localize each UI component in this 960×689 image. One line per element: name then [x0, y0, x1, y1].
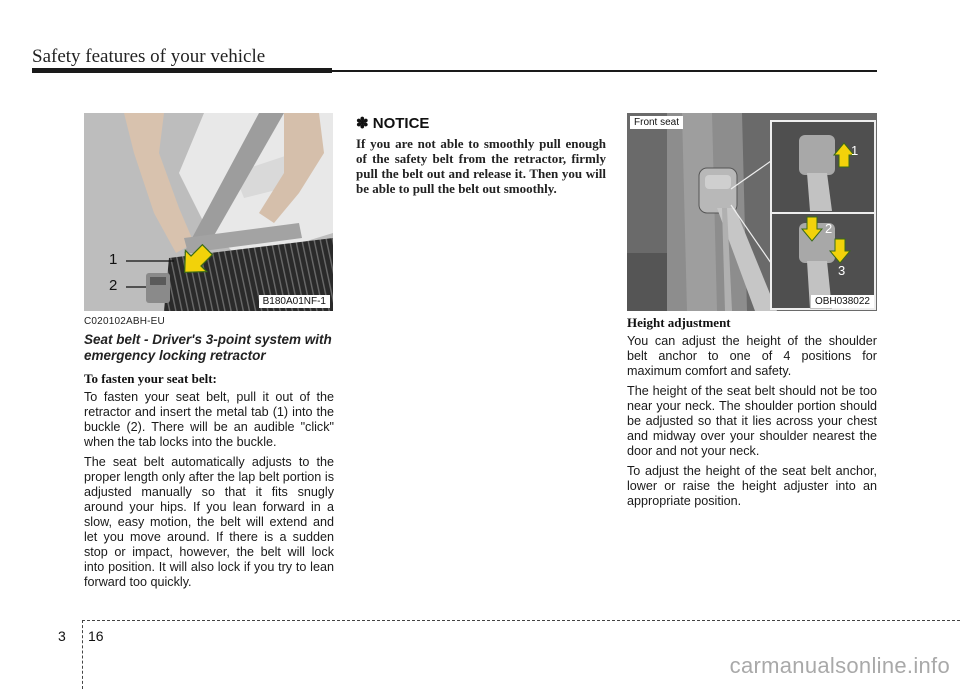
callout-label-1: 1 — [851, 143, 859, 158]
header-rule — [32, 68, 332, 73]
height-adjuster-figure — [627, 113, 877, 311]
footer-divider — [82, 620, 83, 689]
callout-label-2: 2 — [109, 277, 118, 294]
callout-label-2: 2 — [825, 221, 833, 236]
chapter-number: 3 — [58, 628, 66, 644]
height-paragraph: You can adjust the height of the shoulder belt anchor to one of 4 positions for maximum comfort and safety. — [627, 334, 877, 378]
figure-code: B180A01NF-1 — [259, 295, 330, 308]
seatbelt-fastening-illustration — [84, 113, 333, 311]
notice-symbol-icon: ✽ — [356, 115, 369, 132]
notice-body: If you are not able to smoothly pull enough of the safety belt from the retractor, firmly pull the belt out and release it. Then you will be able to pull the belt out smoothly. — [356, 136, 606, 196]
height-adjustment-section — [627, 315, 877, 509]
callout-label-3: 3 — [838, 263, 846, 278]
callout-label-1: 1 — [109, 251, 118, 268]
figure-code: OBH038022 — [811, 295, 874, 308]
notice-heading — [356, 114, 606, 132]
height-paragraph: The height of the seat belt should not be too near your neck. The shoulder portion should be adjusted so that it lies across your chest and midway over your shoulder nearest the door and not your neck. — [627, 384, 877, 458]
page-header-title: Safety features of your vehicle — [32, 46, 266, 67]
notice-box — [356, 114, 606, 196]
height-paragraph: To adjust the height of the seat belt anchor, lower or raise the height adjuster into an appropriate position. — [627, 464, 877, 508]
notice-title: NOTICE — [372, 115, 430, 132]
section-subheading: To fasten your seat belt: — [84, 371, 217, 386]
section-paragraph: To fasten your seat belt, pull it out of the retractor and insert the metal tab (1) into the buckle (2). There will be an audible "click" when the tab locks into the buckle. — [84, 390, 334, 449]
header-rule-thin — [332, 70, 877, 72]
section-code: C020102ABH-EU — [84, 316, 165, 327]
height-heading: Height adjustment — [627, 315, 731, 330]
footer-rule — [82, 620, 960, 621]
seatbelt-fastening-figure — [84, 113, 333, 311]
section-paragraph: The seat belt automatically adjusts to the proper length only after the lap belt portion is adjusted manually so that it fits snugly around your hips. If you lean forward in a slow, easy motion, the belt will extend and let you move around. If there is a sudden stop or impact, however, the belt will lock into position. It will also lock if you try to lean forward too quickly. — [84, 455, 334, 589]
figure-caption: Front seat — [630, 116, 683, 129]
seatbelt-section — [84, 316, 334, 590]
page-number: 16 — [88, 628, 104, 644]
watermark: carmanualsonline.info — [729, 653, 950, 678]
height-adjuster-illustration — [627, 113, 877, 311]
section-title: Seat belt - Driver's 3-point system with emergency locking retractor — [84, 332, 332, 363]
